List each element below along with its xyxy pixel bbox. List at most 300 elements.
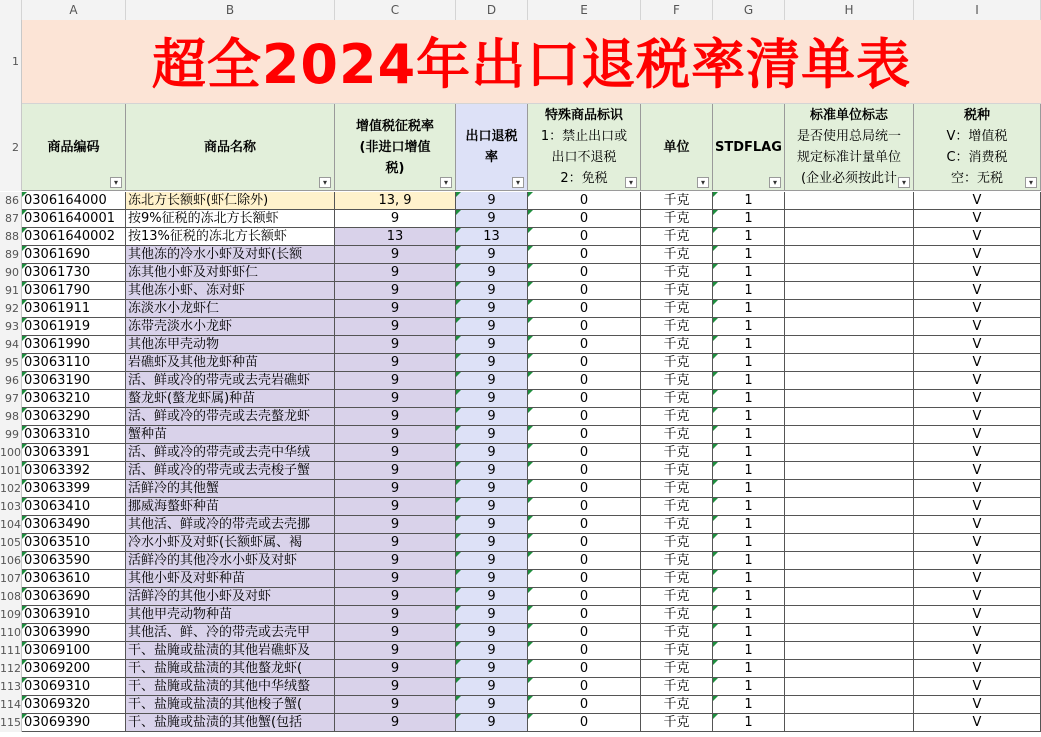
cell-rebate[interactable]: [456, 498, 528, 516]
row-number[interactable]: 106: [0, 552, 22, 570]
row-number[interactable]: 103: [0, 498, 22, 516]
cell-special[interactable]: [528, 516, 641, 534]
cell-vat[interactable]: 9: [335, 300, 456, 318]
cell-stdunit[interactable]: [785, 462, 914, 480]
cell-rebate[interactable]: [456, 228, 528, 246]
row-number[interactable]: 99: [0, 426, 22, 444]
select-all-corner[interactable]: [0, 0, 22, 20]
cell-stdflag[interactable]: [713, 282, 785, 300]
cell-stdflag[interactable]: [713, 354, 785, 372]
cell-rebate[interactable]: [456, 570, 528, 588]
cell-name[interactable]: 活鲜冷的其他冷水小虾及对虾: [126, 552, 335, 570]
cell-stdunit[interactable]: [785, 516, 914, 534]
cell-special[interactable]: [528, 282, 641, 300]
cell-special[interactable]: [528, 480, 641, 498]
cell-unit[interactable]: 千克: [641, 714, 713, 732]
cell-rebate[interactable]: [456, 336, 528, 354]
header-stdflag[interactable]: STDFLAG ▾: [713, 104, 785, 191]
cell-unit[interactable]: 千克: [641, 516, 713, 534]
column-header-A[interactable]: A: [22, 0, 126, 20]
cell-name[interactable]: 干、盐腌或盐渍的其他中华绒螯: [126, 678, 335, 696]
cell-taxtype[interactable]: V: [914, 390, 1041, 408]
cell-special[interactable]: [528, 678, 641, 696]
cell-unit[interactable]: 千克: [641, 318, 713, 336]
cell-vat[interactable]: 9: [335, 282, 456, 300]
title-cell[interactable]: [22, 20, 1041, 104]
cell-stdflag[interactable]: [713, 408, 785, 426]
cell-taxtype[interactable]: V: [914, 534, 1041, 552]
cell-rebate[interactable]: [456, 480, 528, 498]
column-header-D[interactable]: D: [456, 0, 528, 20]
cell-unit[interactable]: 千克: [641, 552, 713, 570]
cell-stdunit[interactable]: [785, 624, 914, 642]
cell-name[interactable]: 干、盐腌或盐渍的其他岩礁虾及: [126, 642, 335, 660]
cell-code[interactable]: [22, 534, 126, 552]
cell-unit[interactable]: 千克: [641, 498, 713, 516]
cell-stdunit[interactable]: [785, 534, 914, 552]
filter-dropdown-icon[interactable]: ▾: [110, 177, 122, 188]
cell-name[interactable]: 活、鲜或冷的带壳或去壳中华绒: [126, 444, 335, 462]
cell-rebate[interactable]: [456, 408, 528, 426]
row-number[interactable]: 112: [0, 660, 22, 678]
cell-code[interactable]: [22, 480, 126, 498]
cell-stdunit[interactable]: [785, 390, 914, 408]
cell-unit[interactable]: 千克: [641, 228, 713, 246]
cell-code[interactable]: [22, 696, 126, 714]
cell-name[interactable]: 活、鲜或冷的带壳或去壳梭子蟹: [126, 462, 335, 480]
cell-stdflag[interactable]: [713, 210, 785, 228]
cell-code[interactable]: [22, 228, 126, 246]
cell-stdunit[interactable]: [785, 336, 914, 354]
cell-special[interactable]: [528, 444, 641, 462]
row-number[interactable]: 90: [0, 264, 22, 282]
cell-rebate[interactable]: [456, 192, 528, 210]
cell-stdunit[interactable]: [785, 498, 914, 516]
cell-unit[interactable]: 千克: [641, 444, 713, 462]
cell-special[interactable]: [528, 372, 641, 390]
header-stdunit[interactable]: 标准单位标志 是否使用总局统一 规定标准计量单位 (企业必须按此计 ▾: [785, 104, 914, 191]
cell-name[interactable]: 其他冻的冷水小虾及对虾(长额: [126, 246, 335, 264]
column-header-C[interactable]: C: [335, 0, 456, 20]
cell-vat[interactable]: 9: [335, 624, 456, 642]
cell-stdunit[interactable]: [785, 642, 914, 660]
cell-vat[interactable]: 9: [335, 660, 456, 678]
cell-stdunit[interactable]: [785, 354, 914, 372]
cell-taxtype[interactable]: V: [914, 318, 1041, 336]
cell-code[interactable]: [22, 192, 126, 210]
cell-rebate[interactable]: [456, 282, 528, 300]
cell-rebate[interactable]: [456, 444, 528, 462]
cell-name[interactable]: 干、盐腌或盐渍的其他螯龙虾(: [126, 660, 335, 678]
cell-stdflag[interactable]: [713, 606, 785, 624]
cell-stdunit[interactable]: [785, 282, 914, 300]
cell-rebate[interactable]: [456, 300, 528, 318]
cell-name[interactable]: 其他冻小虾、冻对虾: [126, 282, 335, 300]
row-number[interactable]: 111: [0, 642, 22, 660]
cell-taxtype[interactable]: V: [914, 264, 1041, 282]
cell-taxtype[interactable]: V: [914, 210, 1041, 228]
cell-taxtype[interactable]: V: [914, 588, 1041, 606]
cell-code[interactable]: [22, 660, 126, 678]
cell-code[interactable]: [22, 570, 126, 588]
cell-rebate[interactable]: [456, 624, 528, 642]
row-number[interactable]: 97: [0, 390, 22, 408]
cell-stdunit[interactable]: [785, 660, 914, 678]
cell-vat[interactable]: 9: [335, 516, 456, 534]
cell-unit[interactable]: 千克: [641, 390, 713, 408]
cell-unit[interactable]: 千克: [641, 696, 713, 714]
cell-stdflag[interactable]: [713, 318, 785, 336]
cell-name[interactable]: 蟹种苗: [126, 426, 335, 444]
cell-name[interactable]: 螯龙虾(螯龙虾属)种苗: [126, 390, 335, 408]
column-header-G[interactable]: G: [713, 0, 785, 20]
cell-stdflag[interactable]: [713, 264, 785, 282]
row-number[interactable]: 88: [0, 228, 22, 246]
cell-code[interactable]: [22, 498, 126, 516]
cell-taxtype[interactable]: V: [914, 192, 1041, 210]
cell-rebate[interactable]: [456, 660, 528, 678]
cell-vat[interactable]: 9: [335, 678, 456, 696]
cell-rebate[interactable]: [456, 606, 528, 624]
cell-name[interactable]: 活鲜冷的其他蟹: [126, 480, 335, 498]
cell-taxtype[interactable]: V: [914, 372, 1041, 390]
cell-rebate[interactable]: [456, 462, 528, 480]
cell-stdflag[interactable]: [713, 444, 785, 462]
cell-vat[interactable]: 9: [335, 408, 456, 426]
cell-rebate[interactable]: [456, 552, 528, 570]
cell-unit[interactable]: 千克: [641, 426, 713, 444]
cell-rebate[interactable]: [456, 318, 528, 336]
row-number[interactable]: 100: [0, 444, 22, 462]
cell-stdunit[interactable]: [785, 318, 914, 336]
cell-special[interactable]: [528, 246, 641, 264]
cell-stdflag[interactable]: [713, 336, 785, 354]
cell-name[interactable]: 冻其他小虾及对虾虾仁: [126, 264, 335, 282]
filter-dropdown-icon[interactable]: ▾: [898, 177, 910, 188]
cell-stdunit[interactable]: [785, 714, 914, 732]
cell-code[interactable]: [22, 246, 126, 264]
cell-rebate[interactable]: [456, 696, 528, 714]
cell-name[interactable]: 按9%征税的冻北方长额虾: [126, 210, 335, 228]
row-number[interactable]: 86: [0, 192, 22, 210]
cell-taxtype[interactable]: V: [914, 516, 1041, 534]
cell-taxtype[interactable]: V: [914, 426, 1041, 444]
cell-unit[interactable]: 千克: [641, 462, 713, 480]
column-header-I[interactable]: I: [914, 0, 1041, 20]
cell-code[interactable]: [22, 426, 126, 444]
cell-stdflag[interactable]: [713, 588, 785, 606]
cell-rebate[interactable]: [456, 264, 528, 282]
cell-name[interactable]: 岩礁虾及其他龙虾种苗: [126, 354, 335, 372]
cell-stdunit[interactable]: [785, 426, 914, 444]
header-unit[interactable]: 单位 ▾: [641, 104, 713, 191]
cell-stdflag[interactable]: [713, 678, 785, 696]
cell-stdflag[interactable]: [713, 696, 785, 714]
cell-taxtype[interactable]: V: [914, 606, 1041, 624]
cell-vat[interactable]: 9: [335, 570, 456, 588]
cell-rebate[interactable]: [456, 588, 528, 606]
cell-stdflag[interactable]: [713, 714, 785, 732]
header-vat[interactable]: 增值税征税率 (非进口增值 税) ▾: [335, 104, 456, 191]
cell-special[interactable]: [528, 426, 641, 444]
cell-vat[interactable]: 9: [335, 390, 456, 408]
cell-vat[interactable]: 9: [335, 210, 456, 228]
cell-taxtype[interactable]: V: [914, 300, 1041, 318]
cell-taxtype[interactable]: V: [914, 408, 1041, 426]
cell-code[interactable]: [22, 264, 126, 282]
cell-unit[interactable]: 千克: [641, 624, 713, 642]
cell-special[interactable]: [528, 228, 641, 246]
cell-code[interactable]: [22, 354, 126, 372]
cell-code[interactable]: [22, 372, 126, 390]
cell-stdflag[interactable]: [713, 570, 785, 588]
cell-rebate[interactable]: [456, 516, 528, 534]
cell-unit[interactable]: 千克: [641, 660, 713, 678]
cell-unit[interactable]: 千克: [641, 606, 713, 624]
cell-taxtype[interactable]: V: [914, 696, 1041, 714]
cell-code[interactable]: [22, 624, 126, 642]
cell-name[interactable]: 冷水小虾及对虾(长额虾属、褐: [126, 534, 335, 552]
cell-special[interactable]: [528, 642, 641, 660]
cell-stdunit[interactable]: [785, 210, 914, 228]
cell-code[interactable]: [22, 642, 126, 660]
cell-vat[interactable]: 9: [335, 642, 456, 660]
row-number[interactable]: 98: [0, 408, 22, 426]
cell-vat[interactable]: 9: [335, 426, 456, 444]
cell-stdflag[interactable]: [713, 192, 785, 210]
cell-stdunit[interactable]: [785, 444, 914, 462]
row-number[interactable]: 94: [0, 336, 22, 354]
cell-vat[interactable]: 9: [335, 246, 456, 264]
column-header-E[interactable]: E: [528, 0, 641, 20]
cell-vat[interactable]: 9: [335, 336, 456, 354]
cell-special[interactable]: [528, 606, 641, 624]
cell-code[interactable]: [22, 606, 126, 624]
cell-special[interactable]: [528, 210, 641, 228]
cell-special[interactable]: [528, 390, 641, 408]
row-number[interactable]: 104: [0, 516, 22, 534]
cell-vat[interactable]: 9: [335, 534, 456, 552]
cell-code[interactable]: [22, 282, 126, 300]
cell-stdflag[interactable]: [713, 624, 785, 642]
cell-unit[interactable]: 千克: [641, 642, 713, 660]
cell-name[interactable]: 冻北方长额虾(虾仁除外): [126, 192, 335, 210]
cell-taxtype[interactable]: V: [914, 444, 1041, 462]
cell-vat[interactable]: 9: [335, 696, 456, 714]
cell-unit[interactable]: 千克: [641, 336, 713, 354]
cell-taxtype[interactable]: V: [914, 570, 1041, 588]
cell-stdflag[interactable]: [713, 390, 785, 408]
cell-name[interactable]: 其他活、鲜或冷的带壳或去壳挪: [126, 516, 335, 534]
cell-vat[interactable]: 9: [335, 606, 456, 624]
cell-name[interactable]: 活、鲜或冷的带壳或去壳螯龙虾: [126, 408, 335, 426]
cell-rebate[interactable]: [456, 246, 528, 264]
row-number[interactable]: 91: [0, 282, 22, 300]
cell-taxtype[interactable]: V: [914, 336, 1041, 354]
cell-taxtype[interactable]: V: [914, 282, 1041, 300]
row-number[interactable]: 93: [0, 318, 22, 336]
cell-special[interactable]: [528, 300, 641, 318]
row-number-2[interactable]: 2: [0, 104, 22, 191]
cell-name[interactable]: 其他小虾及对虾种苗: [126, 570, 335, 588]
cell-taxtype[interactable]: V: [914, 660, 1041, 678]
cell-vat[interactable]: 9: [335, 462, 456, 480]
cell-unit[interactable]: 千克: [641, 264, 713, 282]
row-number[interactable]: 107: [0, 570, 22, 588]
cell-stdunit[interactable]: [785, 588, 914, 606]
filter-dropdown-icon[interactable]: ▾: [319, 177, 331, 188]
cell-name[interactable]: 其他活、鲜、冷的带壳或去壳甲: [126, 624, 335, 642]
cell-stdunit[interactable]: [785, 300, 914, 318]
cell-taxtype[interactable]: V: [914, 498, 1041, 516]
cell-vat[interactable]: 9: [335, 372, 456, 390]
row-number[interactable]: 114: [0, 696, 22, 714]
cell-stdunit[interactable]: [785, 372, 914, 390]
cell-code[interactable]: [22, 210, 126, 228]
column-header-F[interactable]: F: [641, 0, 713, 20]
cell-taxtype[interactable]: V: [914, 642, 1041, 660]
header-taxtype[interactable]: 税种 V：增值税 C：消费税 空：无税 ▾: [914, 104, 1041, 191]
cell-code[interactable]: [22, 552, 126, 570]
cell-stdflag[interactable]: [713, 372, 785, 390]
row-number[interactable]: 115: [0, 714, 22, 732]
cell-stdunit[interactable]: [785, 606, 914, 624]
cell-unit[interactable]: 千克: [641, 300, 713, 318]
cell-code[interactable]: [22, 678, 126, 696]
row-number[interactable]: 96: [0, 372, 22, 390]
cell-vat[interactable]: 13: [335, 228, 456, 246]
cell-unit[interactable]: 千克: [641, 480, 713, 498]
cell-special[interactable]: [528, 354, 641, 372]
cell-code[interactable]: [22, 336, 126, 354]
cell-unit[interactable]: 千克: [641, 372, 713, 390]
cell-stdunit[interactable]: [785, 552, 914, 570]
cell-vat[interactable]: 9: [335, 318, 456, 336]
cell-stdunit[interactable]: [785, 264, 914, 282]
filter-dropdown-icon[interactable]: ▾: [1025, 177, 1037, 188]
cell-special[interactable]: [528, 336, 641, 354]
cell-code[interactable]: [22, 462, 126, 480]
cell-taxtype[interactable]: V: [914, 246, 1041, 264]
cell-name[interactable]: 活鲜冷的其他小虾及对虾: [126, 588, 335, 606]
cell-stdflag[interactable]: [713, 498, 785, 516]
cell-name[interactable]: 按13%征税的冻北方长额虾: [126, 228, 335, 246]
cell-unit[interactable]: 千克: [641, 192, 713, 210]
cell-vat[interactable]: 9: [335, 480, 456, 498]
cell-taxtype[interactable]: V: [914, 552, 1041, 570]
cell-stdunit[interactable]: [785, 570, 914, 588]
cell-code[interactable]: [22, 444, 126, 462]
cell-vat[interactable]: 9: [335, 444, 456, 462]
cell-special[interactable]: [528, 588, 641, 606]
cell-unit[interactable]: 千克: [641, 210, 713, 228]
cell-name[interactable]: 冻淡水小龙虾仁: [126, 300, 335, 318]
cell-rebate[interactable]: [456, 390, 528, 408]
cell-name[interactable]: 冻带壳淡水小龙虾: [126, 318, 335, 336]
cell-stdflag[interactable]: [713, 534, 785, 552]
cell-vat[interactable]: 9: [335, 552, 456, 570]
cell-code[interactable]: [22, 408, 126, 426]
cell-unit[interactable]: 千克: [641, 678, 713, 696]
cell-vat[interactable]: 9: [335, 714, 456, 732]
cell-unit[interactable]: 千克: [641, 408, 713, 426]
cell-taxtype[interactable]: V: [914, 624, 1041, 642]
filter-dropdown-icon[interactable]: ▾: [512, 177, 524, 188]
cell-name[interactable]: 其他甲壳动物种苗: [126, 606, 335, 624]
cell-special[interactable]: [528, 552, 641, 570]
cell-taxtype[interactable]: V: [914, 462, 1041, 480]
cell-stdflag[interactable]: [713, 480, 785, 498]
cell-taxtype[interactable]: V: [914, 480, 1041, 498]
cell-code[interactable]: [22, 300, 126, 318]
header-rebate[interactable]: 出口退税 率 ▾: [456, 104, 528, 191]
row-number[interactable]: 101: [0, 462, 22, 480]
row-number[interactable]: 89: [0, 246, 22, 264]
cell-stdunit[interactable]: [785, 408, 914, 426]
cell-stdunit[interactable]: [785, 678, 914, 696]
cell-stdflag[interactable]: [713, 552, 785, 570]
cell-special[interactable]: [528, 498, 641, 516]
cell-special[interactable]: [528, 534, 641, 552]
cell-code[interactable]: [22, 714, 126, 732]
row-number[interactable]: 109: [0, 606, 22, 624]
cell-rebate[interactable]: [456, 426, 528, 444]
cell-vat[interactable]: 13, 9: [335, 192, 456, 210]
cell-stdflag[interactable]: [713, 228, 785, 246]
row-number[interactable]: 105: [0, 534, 22, 552]
cell-special[interactable]: [528, 462, 641, 480]
cell-name[interactable]: 干、盐腌或盐渍的其他梭子蟹(: [126, 696, 335, 714]
filter-dropdown-icon[interactable]: ▾: [625, 177, 637, 188]
cell-special[interactable]: [528, 192, 641, 210]
cell-special[interactable]: [528, 696, 641, 714]
row-number[interactable]: 110: [0, 624, 22, 642]
cell-stdflag[interactable]: [713, 246, 785, 264]
cell-taxtype[interactable]: V: [914, 714, 1041, 732]
cell-stdunit[interactable]: [785, 696, 914, 714]
cell-rebate[interactable]: [456, 642, 528, 660]
cell-stdflag[interactable]: [713, 642, 785, 660]
cell-unit[interactable]: 千克: [641, 534, 713, 552]
cell-name[interactable]: 干、盐腌或盐渍的其他蟹(包括: [126, 714, 335, 732]
cell-stdflag[interactable]: [713, 516, 785, 534]
cell-special[interactable]: [528, 624, 641, 642]
row-number[interactable]: 92: [0, 300, 22, 318]
cell-special[interactable]: [528, 264, 641, 282]
cell-rebate[interactable]: [456, 372, 528, 390]
cell-name[interactable]: 其他冻甲壳动物: [126, 336, 335, 354]
filter-dropdown-icon[interactable]: ▾: [769, 177, 781, 188]
cell-stdflag[interactable]: [713, 300, 785, 318]
cell-rebate[interactable]: [456, 534, 528, 552]
cell-vat[interactable]: 9: [335, 588, 456, 606]
cell-special[interactable]: [528, 318, 641, 336]
cell-stdunit[interactable]: [785, 480, 914, 498]
cell-stdflag[interactable]: [713, 660, 785, 678]
cell-special[interactable]: [528, 660, 641, 678]
cell-unit[interactable]: 千克: [641, 282, 713, 300]
cell-unit[interactable]: 千克: [641, 570, 713, 588]
row-number[interactable]: 95: [0, 354, 22, 372]
cell-code[interactable]: [22, 588, 126, 606]
header-code[interactable]: 商品编码 ▾: [22, 104, 126, 191]
row-number[interactable]: 113: [0, 678, 22, 696]
cell-name[interactable]: 挪威海螯虾种苗: [126, 498, 335, 516]
cell-vat[interactable]: 9: [335, 354, 456, 372]
cell-taxtype[interactable]: V: [914, 678, 1041, 696]
cell-unit[interactable]: 千克: [641, 246, 713, 264]
cell-stdunit[interactable]: [785, 192, 914, 210]
